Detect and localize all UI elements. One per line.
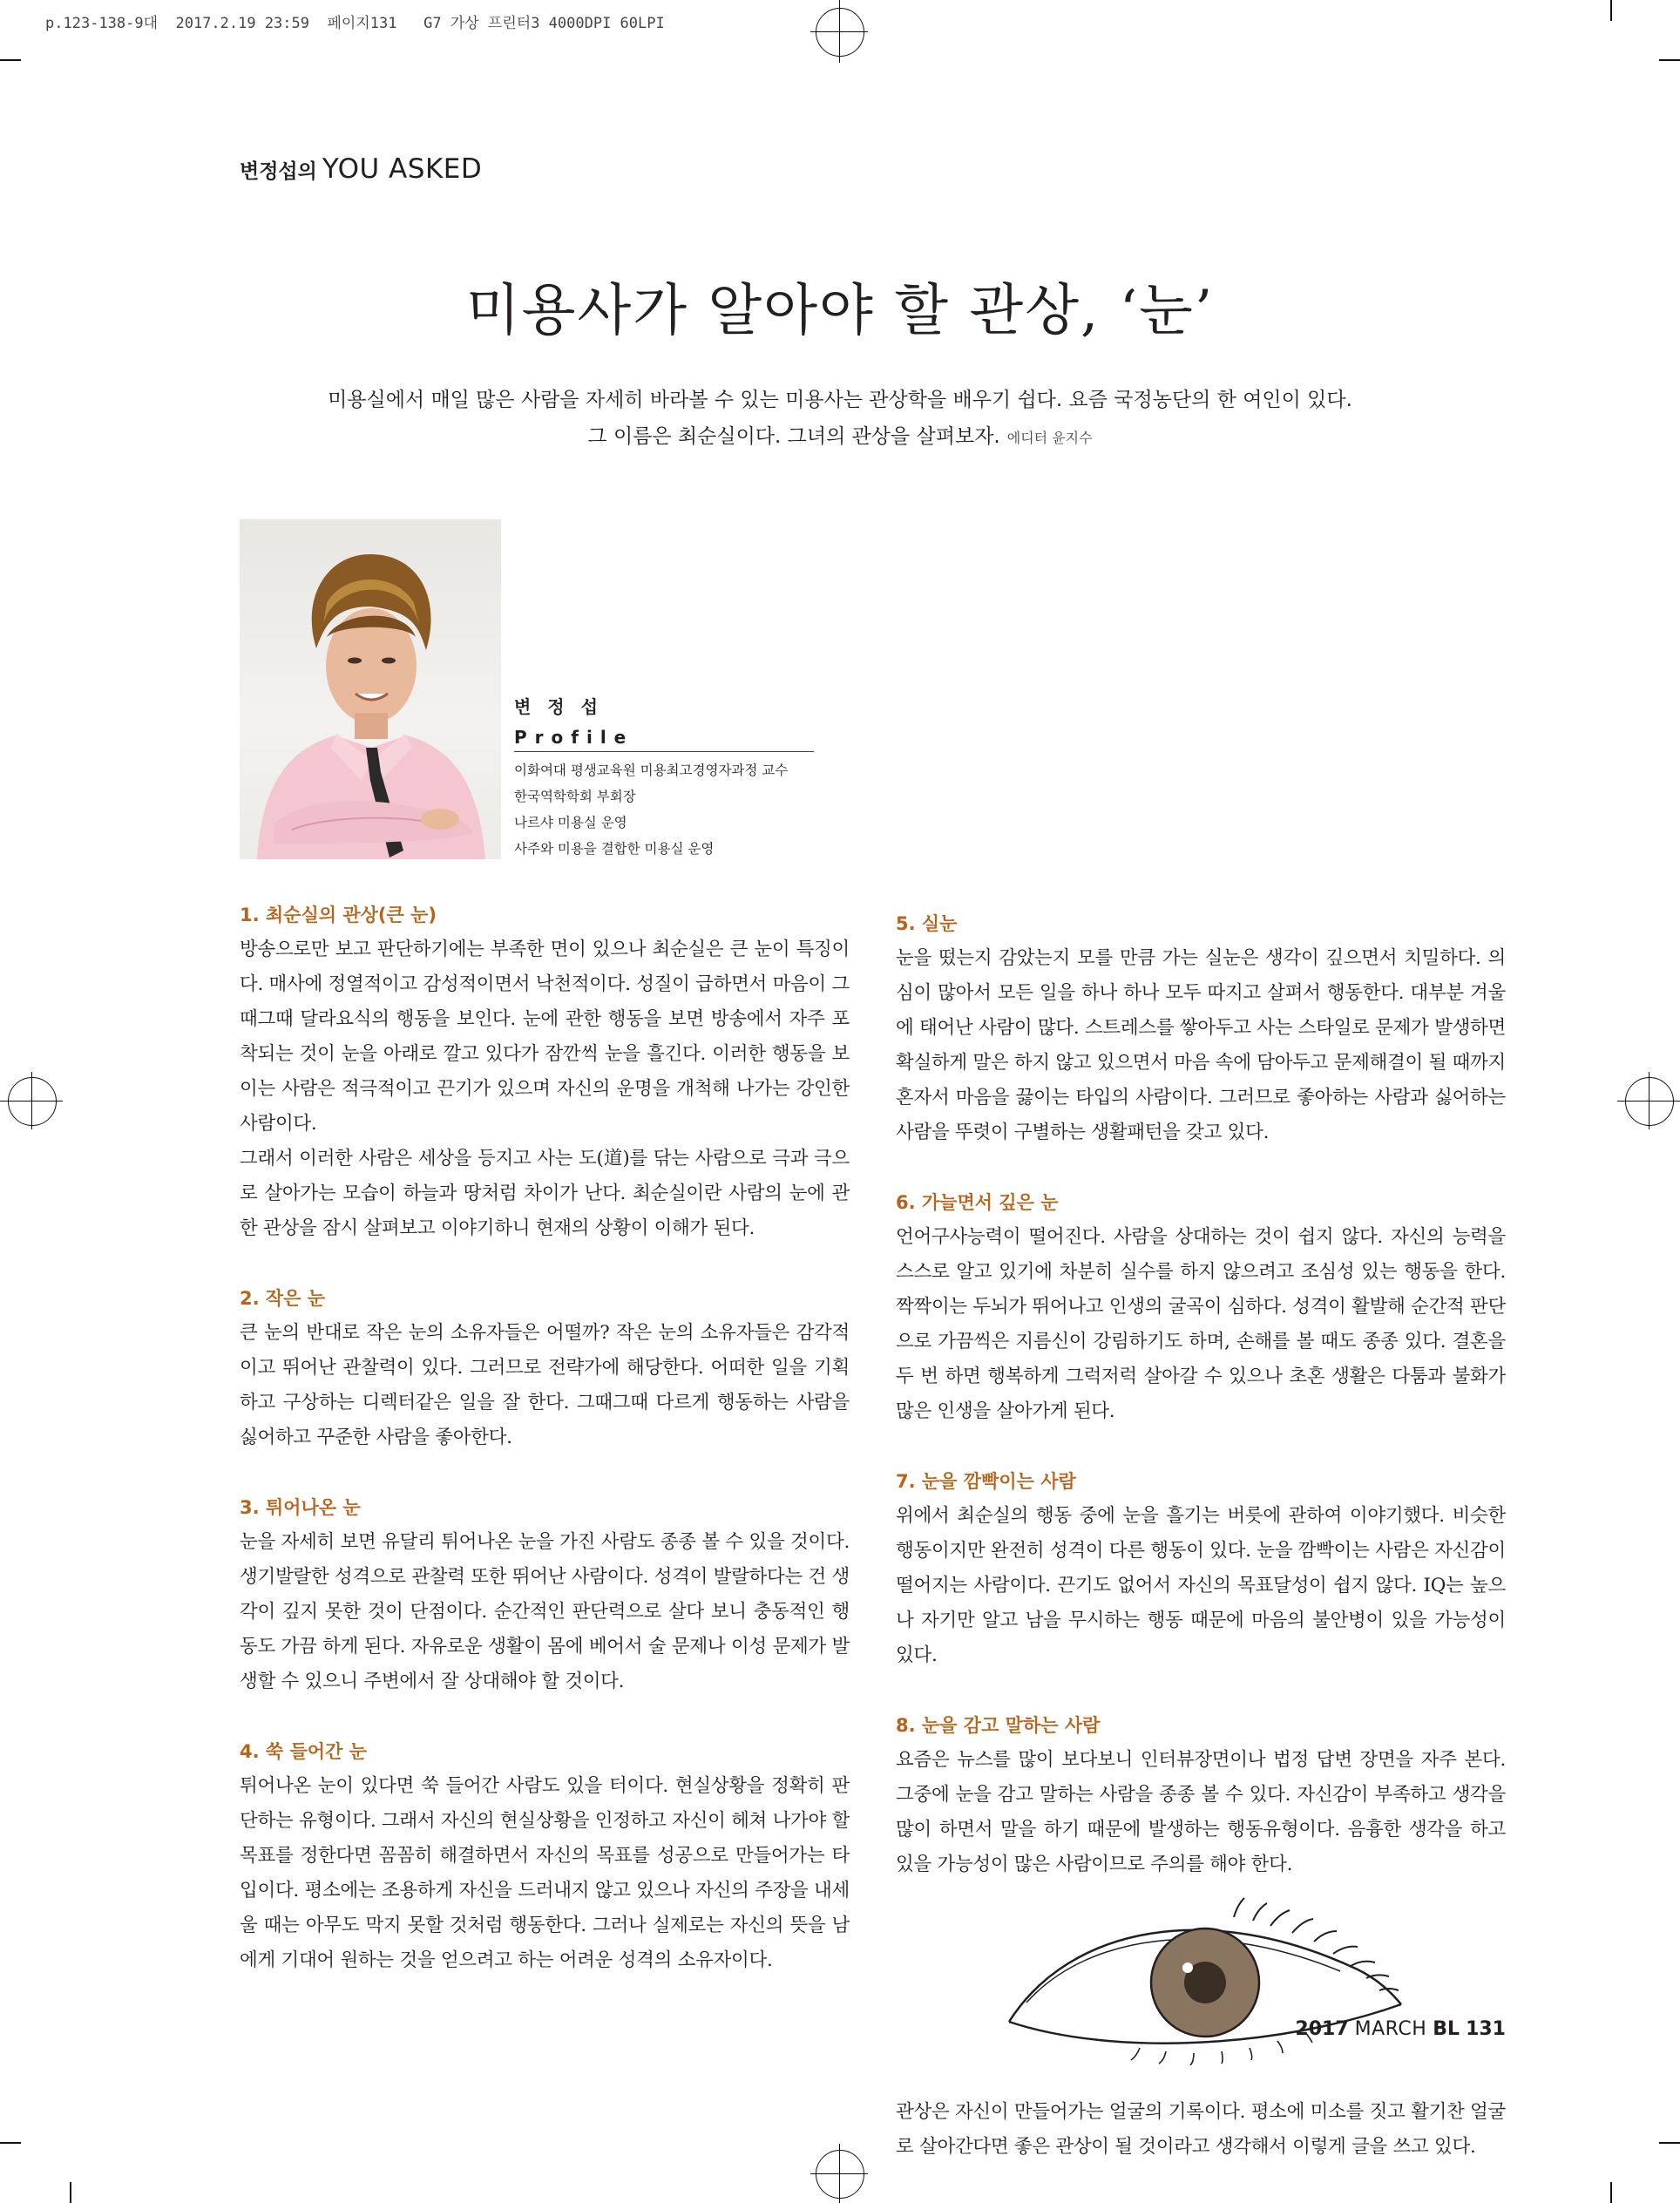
lead-paragraph xyxy=(0,382,1680,457)
trim-mark xyxy=(70,2182,71,2203)
section-paragraph: 큰 눈의 반대로 작은 눈의 소유자들은 어떨까? 작은 눈의 소유자들은 감각적이고 뛰어난 관찰력이 있다. 그러므로 전략가에 해당한다. 어떠한 일을 기획하고 구상하는 디렉터같은 일을 잘 한다. 그때그때 다르게 행동하는 사람을 싫어하고 꾸준한 사람을 좋아한다. xyxy=(240,1322,850,1448)
registration-mark-bottom xyxy=(810,2144,868,2203)
trim-mark xyxy=(1659,59,1680,61)
section-heading: 5. 실눈 xyxy=(896,913,958,934)
profile-lines xyxy=(514,757,814,862)
profile-line: 한국역학학회 부회장 xyxy=(514,789,636,804)
registration-mark-top xyxy=(810,0,868,63)
page-title: 미용사가 알아야 할 관상, ‘눈’ xyxy=(465,279,1215,343)
section-7 xyxy=(896,1464,1506,1673)
section-heading: 2. 작은 눈 xyxy=(240,1288,326,1309)
section-8 xyxy=(896,1708,1506,1882)
kicker-series: YOU ASKED xyxy=(322,153,483,185)
section-paragraph: 방송으로만 보고 판단하기에는 부족한 면이 있으나 최순실은 큰 눈이 특징이다. 매사에 정열적이고 감성적이면서 낙천적이다. 성질이 급하면서 마음이 그때그때 달라요식의 행동을 보인다. 눈에 관한 행동을 보면 방송에서 자주 포착되는 것이 눈을 아래로 깔고 있다가 잠깐씩 눈을 흘긴다. 이러한 행동을 보이는 사람은 적극적이고 끈기가 있으며 자신의 운명을 개척해 나가는 강인한 사람이다. xyxy=(240,939,850,1135)
profile-label: Profile xyxy=(514,727,814,752)
section-5 xyxy=(896,906,1506,1150)
print-slug: p.123-138-9대 2017.2.19 23:59 페이지131 G7 가상 프린터3 4000DPI 60LPI xyxy=(45,15,665,32)
folio-year: 2017 xyxy=(1295,2018,1349,2040)
profile-line: 이화여대 평생교육원 미용최고경영자과정 교수 xyxy=(514,763,789,778)
trim-mark xyxy=(1659,2142,1680,2144)
author-photo xyxy=(240,519,501,859)
section-heading: 6. 가늘면서 깊은 눈 xyxy=(896,1192,1059,1213)
section-paragraph: 눈을 떴는지 감았는지 모를 만큼 가는 실눈은 생각이 깊으면서 치밀하다. 의심이 많아서 모든 일을 하나 하나 모두 따지고 살펴서 행동한다. 대부분 겨울에 태어난 사람이 많다. 스트레스를 쌓아두고 사는 스타일로 문제가 발생하면 확실하게 말은 하지 않고 있으면서 마음 속에 담아두고 문제해결이 될 때까지 혼자서 마음을 끓이는 타입의 사람이다. 그러므로 좋아하는 사람과 싫어하는 사람을 뚜렷이 구별하는 생활패턴을 갖고 있다. xyxy=(896,947,1506,1143)
section-paragraph: 언어구사능력이 떨어진다. 사람을 상대하는 것이 쉽지 않다. 자신의 능력을 스스로 알고 있기에 차분히 실수를 하지 않으려고 조심성 있는 행동을 한다. 짝짝이는 두뇌가 뛰어나고 인생의 굴곡이 심하다. 성격이 활발해 순간적 판단으로 가끔씩은 지름신이 강림하기도 하며, 손해를 볼 때도 종종 있다. 결혼을 두 번 하면 행복하게 그럭저럭 살아갈 수 있으나 초혼 생활은 다툼과 불화가 많은 인생을 살아가게 된다. xyxy=(896,1226,1506,1422)
section-2 xyxy=(240,1281,850,1455)
author-profile xyxy=(514,693,814,862)
lead-line-1: 미용실에서 매일 많은 사람을 자세히 바라볼 수 있는 미용사는 관상학을 배우기 쉽다. 요즘 국정농단의 한 여인이 있다. xyxy=(328,389,1352,411)
section-heading: 1. 최순실의 관상(큰 눈) xyxy=(240,905,437,925)
section-paragraph: 위에서 최순실의 행동 중에 눈을 흘기는 버릇에 관하여 이야기했다. 비슷한 행동이지만 완전히 성격이 다른 행동이 있다. 눈을 깜빡이는 사람은 자신감이 떨어지는 사람이다. 끈기도 없어서 자신의 목표달성이 쉽지 않다. IQ는 높으나 자기만 알고 남을 무시하는 행동 때문에 마음의 불안병이 있을 가능성이 있다. xyxy=(896,1505,1506,1666)
section-paragraph: 눈을 자세히 보면 유달리 튀어나온 눈을 가진 사람도 종종 볼 수 있을 것이다. 생기발랄한 성격으로 관찰력 또한 뛰어난 사람이다. 성격이 발랄하다는 건 생각이 깊지 못한 것이 단점이다. 순간적인 판단력으로 살다 보니 충동적인 행동도 가끔 하게 된다. 자유로운 생활이 몸에 베어서 술 문제나 이성 문제가 발생할 수 있으니 주변에서 잘 상대해야 할 것이다. xyxy=(240,1531,850,1692)
lead-line-2 xyxy=(0,418,1680,457)
author-name: 변 정 섭 xyxy=(514,696,603,717)
section-heading: 7. 눈을 깜빡이는 사람 xyxy=(896,1471,1076,1492)
article-column-right xyxy=(896,906,1506,2165)
trim-mark xyxy=(1610,2182,1612,2203)
lead-line-2-text: 그 이름은 최순실이다. 그녀의 관상을 살펴보자. xyxy=(587,425,1000,448)
section-3 xyxy=(240,1490,850,1699)
closing-paragraph: 관상은 자신이 만들어가는 얼굴의 기록이다. 평소에 미소를 짓고 활기찬 얼굴로 살아간다면 좋은 관상이 될 것이라고 생각해서 이렇게 글을 쓰고 있다. xyxy=(896,2101,1506,2158)
section-6 xyxy=(896,1185,1506,1429)
registration-mark-right xyxy=(1617,1072,1680,1129)
trim-mark xyxy=(0,59,21,61)
profile-line: 나르샤 미용실 운영 xyxy=(514,815,627,830)
article-column-left xyxy=(240,898,850,2013)
section-paragraph: 그래서 이러한 사람은 세상을 등지고 사는 도(道)를 닦는 사람으로 극과 극으로 살아가는 모습이 하늘과 땅처럼 차이가 난다. 최순실이란 사람의 눈에 관한 관상을 잠시 살펴보고 이야기하니 현재의 상황이 이해가 된다. xyxy=(240,1148,850,1239)
trim-mark xyxy=(0,2142,21,2144)
trim-mark xyxy=(1610,0,1612,21)
kicker-author: 변정섭의 xyxy=(240,160,317,183)
section-kicker xyxy=(240,153,482,185)
registration-mark-left xyxy=(0,1072,63,1129)
section-heading: 8. 눈을 감고 말하는 사람 xyxy=(896,1715,1101,1736)
section-paragraph: 튀어나온 눈이 있다면 쑥 들어간 사람도 있을 터이다. 현실상황을 정확히 판단하는 유형이다. 그래서 자신의 현실상황을 인정하고 자신이 헤쳐 나가야 할 목표를 정한다면 꼼꼼히 해결하면서 자신의 목표를 성공으로 만들어가는 타입이다. 평소에는 조용하게 자신을 드러내지 않고 있으나 자신의 주장을 내세울 때는 아무도 막지 못할 것처럼 행동한다. 그러나 실제로는 자신의 뜻을 남에게 기대어 원하는 것을 얻으려고 하는 어려운 성격의 소유자이다. xyxy=(240,1775,850,1971)
section-4 xyxy=(240,1734,850,1978)
profile-line: 사주와 미용을 결합한 미용실 운영 xyxy=(514,841,715,857)
section-heading: 4. 쑥 들어간 눈 xyxy=(240,1741,367,1762)
folio-magazine: BL xyxy=(1433,2018,1460,2040)
folio-month: MARCH xyxy=(1354,2018,1427,2040)
editor-credit: 에디터 윤지수 xyxy=(1006,430,1093,446)
section-heading: 3. 튀어나온 눈 xyxy=(240,1497,361,1518)
portrait-illustration xyxy=(240,519,501,859)
section-1 xyxy=(240,898,850,1246)
folio-page-number: 131 xyxy=(1466,2018,1506,2040)
page-folio xyxy=(1295,2018,1506,2040)
section-paragraph: 요즘은 뉴스를 많이 보다보니 인터뷰장면이나 법정 답변 장면을 자주 본다. 그중에 눈을 감고 말하는 사람을 종종 볼 수 있다. 자신감이 부족하고 생각을 많이 하면서 말을 하기 때문에 발생하는 행동유형이다. 음흉한 생각을 하고 있을 가능성이 많은 사람이므로 주의를 해야 한다. xyxy=(896,1749,1506,1875)
